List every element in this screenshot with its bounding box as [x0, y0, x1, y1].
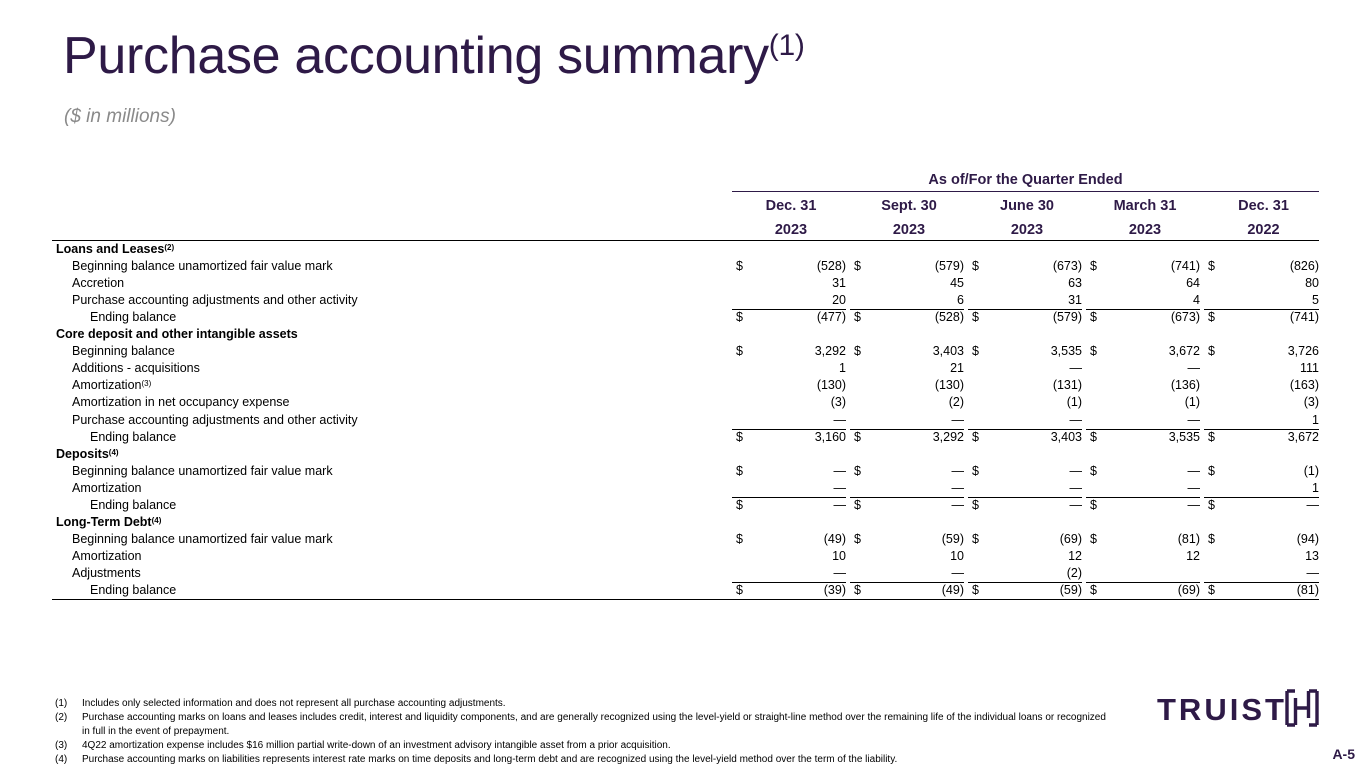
- footnote-ref: (2): [164, 243, 175, 252]
- cell-value: (81): [1296, 583, 1319, 597]
- cell-value: 3,726: [1287, 344, 1319, 359]
- dollar-sign: $: [1090, 583, 1097, 597]
- dollar-sign: $: [972, 463, 979, 478]
- column-header-month: Dec. 31: [1238, 198, 1289, 214]
- section-header-row: [52, 326, 1319, 343]
- footnote-number: (1): [55, 698, 68, 709]
- cell-value: 1: [1312, 412, 1319, 427]
- cell-value: (136): [1170, 378, 1200, 393]
- cell-value: (130): [816, 378, 846, 393]
- cell-value: (1): [1303, 463, 1319, 478]
- table-cell: [732, 258, 846, 275]
- cell-value: —: [951, 412, 964, 427]
- table-cell: [850, 292, 964, 309]
- table-row: [52, 343, 1319, 360]
- table-row: [52, 548, 1319, 565]
- cell-value: (741): [1170, 259, 1200, 274]
- dollar-sign: $: [1208, 429, 1215, 444]
- table-cell: [968, 429, 1082, 446]
- table-cell: [968, 531, 1082, 548]
- cell-value: (2): [948, 395, 964, 410]
- table-cell: [732, 377, 846, 394]
- dollar-sign: $: [854, 429, 861, 444]
- table-cell: [850, 429, 964, 446]
- row-label: Long-Term Debt$^{(4)}$: [56, 514, 162, 529]
- table-cell: [1204, 292, 1319, 309]
- dollar-sign: $: [854, 583, 861, 597]
- table-cell: [1086, 497, 1200, 514]
- table-cell: [850, 377, 964, 394]
- truist-emblem-icon: [1287, 691, 1317, 725]
- table-cell: [732, 412, 846, 429]
- dollar-sign: $: [854, 344, 861, 359]
- table-cell: [732, 582, 846, 599]
- cell-value: 4: [1193, 293, 1200, 308]
- table-cell: [732, 309, 846, 326]
- cell-value: (81): [1177, 531, 1200, 546]
- row-label: Amortization: [72, 480, 142, 495]
- table-cell: [1086, 292, 1200, 309]
- cell-value: —: [833, 480, 846, 495]
- table-cell: [968, 582, 1082, 599]
- table-cell: [850, 497, 964, 514]
- table-cell: [732, 497, 846, 514]
- dollar-sign: $: [736, 463, 743, 478]
- cell-value: (59): [1059, 583, 1082, 597]
- dollar-sign: $: [736, 344, 743, 359]
- cell-value: 13: [1305, 548, 1319, 563]
- cell-value: —: [1187, 497, 1200, 512]
- page-subtitle: ($ in millions): [64, 106, 176, 127]
- table-cell: [968, 292, 1082, 309]
- table-row: [52, 480, 1319, 497]
- page-number: A-5: [1332, 746, 1355, 762]
- column-header-month: Sept. 30: [881, 198, 937, 214]
- column-header-month: June 30: [1000, 198, 1054, 214]
- footnote-ref: (3): [141, 379, 152, 389]
- table-cell: [1204, 412, 1319, 429]
- cell-value: —: [833, 497, 846, 512]
- row-label: Amortization$^{(3)}$: [72, 378, 152, 393]
- table-cell: [850, 309, 964, 326]
- table-cell: [732, 565, 846, 582]
- cell-value: (1): [1066, 395, 1082, 410]
- table-cell: [968, 309, 1082, 326]
- table-cell: [850, 582, 964, 599]
- footnote-number: (2): [55, 712, 68, 723]
- cell-value: —: [1069, 480, 1082, 495]
- table-cell: [850, 531, 964, 548]
- table-row: [52, 582, 1319, 599]
- cell-value: (49): [823, 531, 846, 546]
- cell-value: —: [951, 565, 964, 580]
- row-label: Amortization: [72, 548, 142, 563]
- dollar-sign: $: [1090, 463, 1097, 478]
- cell-value: —: [1069, 361, 1082, 376]
- table-cell: [850, 258, 964, 275]
- table-cell: [1086, 394, 1200, 411]
- table-cell: [968, 565, 1082, 582]
- dollar-sign: $: [972, 583, 979, 597]
- cell-value: 12: [1068, 548, 1082, 563]
- cell-value: (2): [1066, 565, 1082, 580]
- cell-value: 20: [832, 293, 846, 308]
- row-label: Ending balance: [90, 497, 177, 512]
- table-cell: [732, 343, 846, 360]
- cell-value: 3,672: [1287, 429, 1319, 444]
- table-row: [52, 412, 1319, 429]
- table-cell: [1086, 360, 1200, 377]
- table-cell: [968, 360, 1082, 377]
- cell-value: —: [1187, 463, 1200, 478]
- table-row: [52, 565, 1319, 582]
- footnote-text: Includes only selected information and does not represent all purchase accounting adjustments.: [82, 698, 506, 709]
- row-label: Core deposit and other intangible assets: [56, 327, 298, 342]
- table-cell: [1086, 531, 1200, 548]
- table-cell: [968, 343, 1082, 360]
- table-cell: [732, 531, 846, 548]
- table-cell: [1204, 429, 1319, 446]
- table-cell: [968, 463, 1082, 480]
- table-cell: [968, 480, 1082, 497]
- svg-text:TRUIST: TRUIST: [1157, 692, 1287, 727]
- column-header-year: 2023: [1128, 222, 1162, 238]
- cell-value: 3,292: [932, 429, 964, 444]
- cell-value: 3,403: [932, 344, 964, 359]
- cell-value: 3,535: [1168, 429, 1200, 444]
- dollar-sign: $: [1090, 310, 1097, 325]
- table-row: [52, 497, 1319, 514]
- table-cell: [968, 377, 1082, 394]
- dollar-sign: $: [1090, 531, 1097, 546]
- table-row: [52, 429, 1319, 446]
- cell-value: (826): [1289, 259, 1319, 274]
- cell-value: (130): [934, 378, 964, 393]
- row-label: Beginning balance unamortized fair value mark: [72, 463, 333, 478]
- footnote-ref: (4): [151, 515, 162, 525]
- dollar-sign: $: [736, 310, 743, 325]
- column-header-year: 2023: [1010, 222, 1044, 238]
- table-row: [52, 292, 1319, 309]
- row-label: Beginning balance: [72, 344, 175, 359]
- footnotes: [55, 697, 1115, 767]
- table-cell: [1204, 309, 1319, 326]
- cell-value: —: [833, 412, 846, 427]
- cell-value: 63: [1068, 276, 1082, 291]
- table-row: [52, 360, 1319, 377]
- dollar-sign: $: [736, 497, 743, 512]
- cell-value: —: [833, 565, 846, 580]
- table-cell: [1086, 582, 1200, 599]
- table-row: [52, 275, 1319, 292]
- cell-value: (69): [1059, 531, 1082, 546]
- dollar-sign: $: [1208, 497, 1215, 512]
- cell-value: (39): [823, 583, 846, 597]
- table-cell: [1086, 275, 1200, 292]
- cell-value: (579): [934, 259, 964, 274]
- cell-value: 10: [950, 548, 964, 563]
- row-label: Adjustments: [72, 565, 141, 580]
- title-footnote-ref: (1): [768, 29, 805, 62]
- footnote-number: (3): [55, 740, 68, 751]
- cell-value: 21: [950, 361, 964, 376]
- section-header-row: [52, 241, 1319, 258]
- cell-value: —: [1306, 497, 1319, 512]
- row-label: Beginning balance unamortized fair value mark: [72, 531, 333, 546]
- dollar-sign: $: [1208, 583, 1215, 597]
- dollar-sign: $: [854, 310, 861, 325]
- table-cell: [1086, 565, 1200, 582]
- table-cell: [1204, 480, 1319, 497]
- truist-logo: [1157, 688, 1320, 728]
- table-cell: [732, 394, 846, 411]
- table-cell: [732, 360, 846, 377]
- cell-value: 111: [1299, 361, 1319, 376]
- table-cell: [850, 275, 964, 292]
- table-cell: [968, 497, 1082, 514]
- table-cell: [1204, 360, 1319, 377]
- footnote-number: (4): [55, 754, 68, 765]
- cell-value: 80: [1305, 276, 1319, 291]
- dollar-sign: $: [854, 463, 861, 478]
- column-header-month: Dec. 31: [765, 198, 817, 214]
- table-cell: [850, 480, 964, 497]
- dollar-sign: $: [1090, 344, 1097, 359]
- cell-value: (741): [1289, 310, 1319, 325]
- dollar-sign: $: [972, 531, 979, 546]
- table-cell: [1086, 480, 1200, 497]
- column-header-year: 2023: [892, 222, 926, 238]
- cell-value: 1: [1312, 480, 1319, 495]
- cell-value: (163): [1289, 378, 1319, 393]
- cell-value: 6: [957, 293, 964, 308]
- table-group-header: As of/For the Quarter Ended: [928, 172, 1123, 188]
- cell-value: (3): [830, 395, 846, 410]
- table-cell: [1086, 463, 1200, 480]
- footnote: [55, 711, 1115, 739]
- cell-value: (131): [1052, 378, 1082, 393]
- cell-value: —: [951, 497, 964, 512]
- cell-value: (673): [1052, 259, 1082, 274]
- table-cell: [850, 343, 964, 360]
- cell-value: (579): [1052, 310, 1082, 325]
- footnote: [55, 753, 1115, 767]
- row-label: Additions - acquisitions: [72, 361, 200, 376]
- dollar-sign: $: [1208, 463, 1215, 478]
- row-label: Purchase accounting adjustments and other activity: [72, 293, 358, 308]
- cell-value: (69): [1177, 583, 1200, 597]
- row-label: Loans and Leases$^{(2)}$: [56, 242, 175, 256]
- row-label: Accretion: [72, 276, 125, 291]
- dollar-sign: $: [1090, 429, 1097, 444]
- table-cell: [1204, 582, 1319, 599]
- table-cell: [1086, 258, 1200, 275]
- table-row: [52, 309, 1319, 326]
- table-cell: [732, 275, 846, 292]
- row-label: Purchase accounting adjustments and other activity: [72, 412, 358, 427]
- dollar-sign: $: [1208, 344, 1215, 359]
- table-cell: [968, 412, 1082, 429]
- row-label: Amortization in net occupancy expense: [72, 395, 290, 410]
- cell-value: —: [1069, 463, 1082, 478]
- cell-value: —: [951, 480, 964, 495]
- cell-value: —: [1187, 412, 1200, 427]
- dollar-sign: $: [1090, 497, 1097, 512]
- dollar-sign: $: [854, 497, 861, 512]
- cell-value: 3,160: [814, 429, 846, 444]
- cell-value: 3,672: [1168, 344, 1200, 359]
- table-cell: [1086, 377, 1200, 394]
- table-cell: [1086, 309, 1200, 326]
- page-title: Purchase accounting summary$^{(1)}$: [63, 27, 805, 85]
- cell-value: (1): [1184, 395, 1200, 410]
- table-cell: [1204, 275, 1319, 292]
- table-cell: [850, 548, 964, 565]
- cell-value: —: [833, 463, 846, 478]
- table-cell: [1204, 497, 1319, 514]
- table-cell: [732, 480, 846, 497]
- table-cell: [732, 429, 846, 446]
- cell-value: 31: [1068, 293, 1082, 308]
- cell-value: (673): [1170, 310, 1200, 325]
- dollar-sign: $: [972, 429, 979, 444]
- column-header-year: 2023: [774, 222, 808, 238]
- table-cell: [732, 548, 846, 565]
- table-cell: [1086, 548, 1200, 565]
- group-header-rule: [732, 191, 1319, 192]
- table-row: [52, 377, 1319, 394]
- column-header-year: 2022: [1247, 222, 1280, 238]
- cell-value: (49): [941, 583, 964, 597]
- table-cell: [1204, 343, 1319, 360]
- table-cell: [850, 412, 964, 429]
- dollar-sign: $: [972, 310, 979, 325]
- dollar-sign: $: [736, 259, 743, 274]
- cell-value: —: [1187, 480, 1200, 495]
- cell-value: 3,535: [1050, 344, 1082, 359]
- section-header-row: [52, 446, 1319, 463]
- table-cell: [850, 394, 964, 411]
- table-cell: [1204, 258, 1319, 275]
- table-row: [52, 394, 1319, 411]
- table-cell: [968, 258, 1082, 275]
- footnote-text: Purchase accounting marks on liabilities represents interest rate marks on time deposits and long-term debt and are recognized using the level-yield method over the term of the liability.: [82, 754, 898, 765]
- table-row: [52, 531, 1319, 548]
- footnote-text: Purchase accounting marks on loans and leases includes credit, interest and liquidity components, and are generally recognized using the level-yield or straight-line method over the remaining life of the individual loans or recognized in full in the event of prepayment.: [82, 712, 1106, 737]
- cell-value: —: [1306, 565, 1319, 580]
- cell-value: 10: [832, 548, 846, 563]
- cell-value: —: [1187, 361, 1200, 376]
- cell-value: (528): [816, 259, 846, 274]
- row-label: Ending balance: [90, 583, 177, 597]
- dollar-sign: $: [736, 429, 743, 444]
- dollar-sign: $: [854, 531, 861, 546]
- cell-value: (94): [1296, 531, 1319, 546]
- dollar-sign: $: [972, 497, 979, 512]
- table-cell: [968, 394, 1082, 411]
- cell-value: —: [1069, 412, 1082, 427]
- table-cell: [1204, 394, 1319, 411]
- cell-value: (3): [1303, 395, 1319, 410]
- table-cell: [850, 360, 964, 377]
- table-cell: [1204, 565, 1319, 582]
- table-cell: [1086, 412, 1200, 429]
- cell-value: —: [951, 463, 964, 478]
- row-label: Ending balance: [90, 310, 177, 325]
- row-label: Beginning balance unamortized fair value mark: [72, 259, 333, 274]
- footnote: [55, 739, 1115, 753]
- footnote: [55, 697, 1115, 711]
- dollar-sign: $: [1208, 259, 1215, 274]
- footnote-text: 4Q22 amortization expense includes $16 million partial write-down of an investment advisory intangible asset from a prior acquisition.: [82, 740, 671, 751]
- table-row: [52, 463, 1319, 480]
- cell-value: 1: [839, 361, 846, 376]
- cell-value: (59): [941, 531, 964, 546]
- cell-value: 45: [950, 276, 964, 291]
- cell-value: (528): [934, 310, 964, 325]
- table-cell: [732, 463, 846, 480]
- row-label: Deposits$^{(4)}$: [56, 446, 119, 461]
- table-cell: [850, 463, 964, 480]
- table-cell: [968, 548, 1082, 565]
- cell-value: (477): [816, 310, 846, 325]
- table-cell: [1204, 463, 1319, 480]
- footnote-ref: (4): [108, 447, 119, 457]
- dollar-sign: $: [1208, 531, 1215, 546]
- column-header-month: March 31: [1113, 198, 1177, 214]
- table-cell: [1204, 548, 1319, 565]
- cell-value: —: [1069, 497, 1082, 512]
- row-label: Ending balance: [90, 429, 177, 444]
- section-header-row: [52, 514, 1319, 531]
- table-row: [52, 258, 1319, 275]
- table-bottom-rule: [52, 599, 1319, 600]
- dollar-sign: $: [1090, 259, 1097, 274]
- dollar-sign: $: [736, 583, 743, 597]
- table-cell: [968, 275, 1082, 292]
- dollar-sign: $: [736, 531, 743, 546]
- cell-value: 31: [832, 276, 846, 291]
- cell-value: 3,403: [1050, 429, 1082, 444]
- cell-value: 64: [1186, 276, 1200, 291]
- dollar-sign: $: [1208, 310, 1215, 325]
- dollar-sign: $: [972, 259, 979, 274]
- cell-value: 12: [1186, 548, 1200, 563]
- table-cell: [1204, 531, 1319, 548]
- cell-value: 3,292: [814, 344, 846, 359]
- dollar-sign: $: [854, 259, 861, 274]
- table-cell: [850, 565, 964, 582]
- dollar-sign: $: [972, 344, 979, 359]
- table-cell: [732, 292, 846, 309]
- table-cell: [1086, 343, 1200, 360]
- table-cell: [1086, 429, 1200, 446]
- cell-value: 5: [1312, 293, 1319, 308]
- table-cell: [1204, 377, 1319, 394]
